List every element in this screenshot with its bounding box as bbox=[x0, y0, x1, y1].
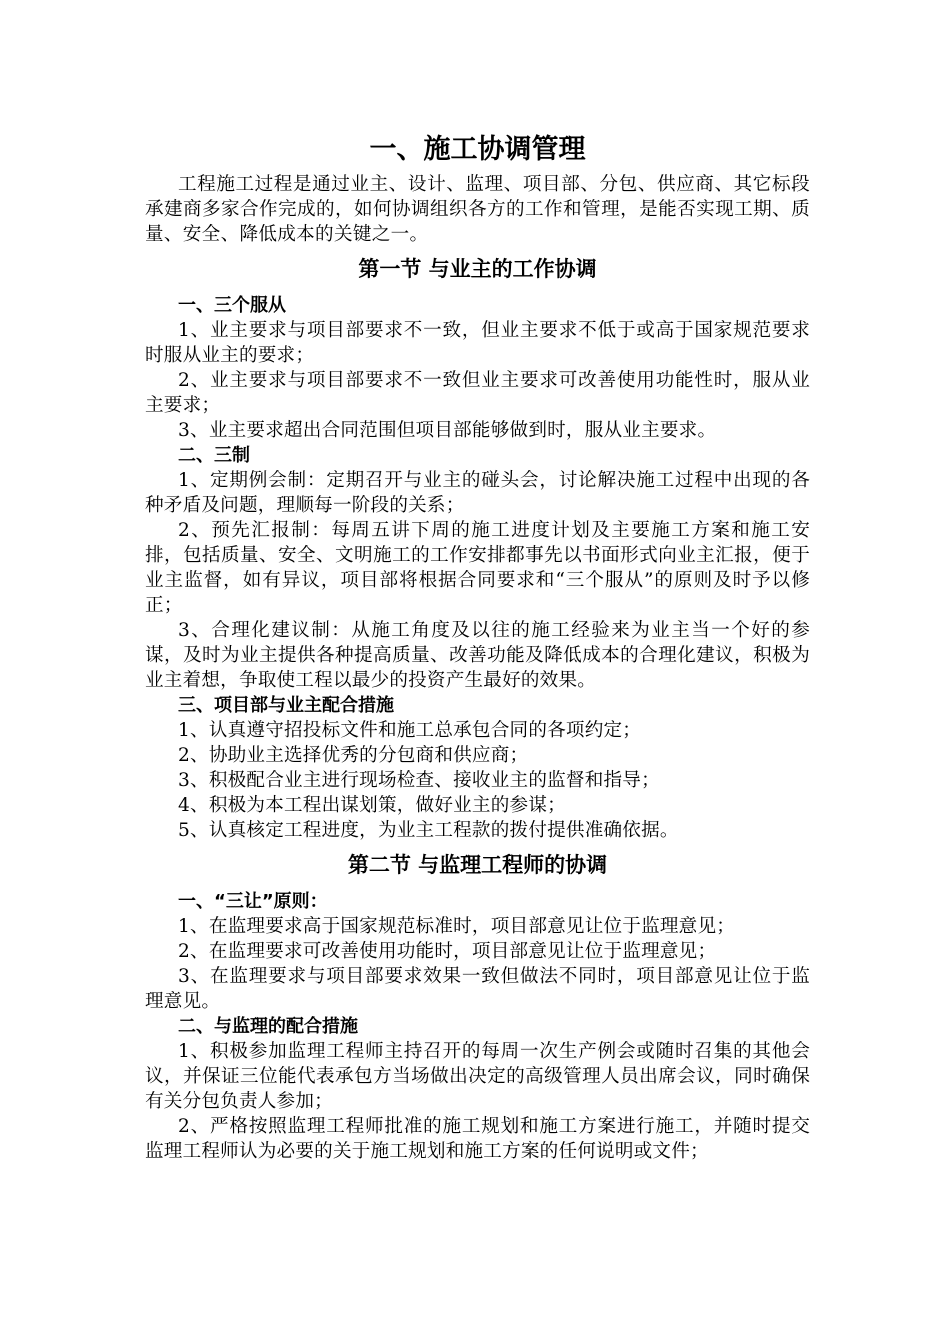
list-item: 1、认真遵守招投标文件和施工总承包合同的各项约定； bbox=[178, 720, 642, 741]
section1-heading: 第一节 与业主的工作协调 bbox=[358, 257, 597, 281]
list-item: 1、业主要求与项目部要求不一致，但业主要求不低于或高于国家规范要求时服从业主的要求； bbox=[145, 320, 810, 366]
list-item: 1、在监理要求高于国家规范标准时，项目部意见让位于监理意见； bbox=[178, 916, 736, 937]
s1-sub3-heading: 三、项目部与业主配合措施 bbox=[178, 695, 394, 716]
list-item: 3、合理化建议制：从施工角度及以往的施工经验来为业主当一个好的参谋，及时为业主提供各种提高质量、改善功能及降低成本的合理化建议，积极为业主着想，争取使工程以最少的投资产生最好的效果。 bbox=[145, 620, 810, 691]
list-item: 2、在监理要求可改善使用功能时，项目部意见让位于监理意见； bbox=[178, 941, 717, 962]
list-item: 3、在监理要求与项目部要求效果一致但做法不同时，项目部意见让位于监理意见。 bbox=[145, 966, 810, 1012]
list-item: 2、协助业主选择优秀的分包商和供应商； bbox=[178, 745, 529, 766]
s1-sub1-heading: 一、三个服从 bbox=[178, 295, 286, 316]
list-item: 2、业主要求与项目部要求不一致但业主要求可改善使用功能性时，服从业主要求； bbox=[145, 370, 810, 416]
list-item: 5、认真核定工程进度，为业主工程款的拨付提供准确依据。 bbox=[178, 820, 679, 841]
intro-block bbox=[145, 172, 810, 247]
section2-heading: 第二节 与监理工程师的协调 bbox=[347, 853, 608, 877]
s1-sub2-heading: 二、三制 bbox=[178, 445, 250, 466]
list-item: 4、积极为本工程出谋划策，做好业主的参谋； bbox=[178, 795, 566, 816]
list-item: 1、积极参加监理工程师主持召开的每周一次生产例会或随时召集的其他会议，并保证三位能代表承包方当场做出决定的高级管理人员出席会议，同时确保有关分包负责人参加； bbox=[145, 1041, 810, 1112]
document-title: 一、施工协调管理 bbox=[369, 134, 586, 165]
s2-sub2-heading: 二、与监理的配合措施 bbox=[178, 1016, 358, 1037]
s2-sub1-heading: 一、“三让”原则： bbox=[178, 891, 328, 912]
list-item: 3、业主要求超出合同范围但项目部能够做到时，服从业主要求。 bbox=[178, 420, 717, 441]
list-item: 1、定期例会制：定期召开与业主的碰头会，讨论解决施工过程中出现的各种矛盾及问题，理顺每一阶段的关系； bbox=[145, 470, 810, 516]
document-body bbox=[145, 130, 810, 1164]
list-item: 2、预先汇报制：每周五讲下周的施工进度计划及主要施工方案和施工安排，包括质量、安全、文明施工的工作安排都事先以书面形式向业主汇报，便于业主监督，如有异议，项目部将根据合同要求和“三个服从”的原则及时予以修正； bbox=[145, 520, 810, 616]
list-item: 2、严格按照监理工程师批准的施工规划和施工方案进行施工，并随时提交监理工程师认为必要的关于施工规划和施工方案的任何说明或文件； bbox=[145, 1116, 810, 1162]
intro-paragraph: 工程施工过程是通过业主、设计、监理、项目部、分包、供应商、其它标段承建商多家合作完成的，如何协调组织各方的工作和管理，是能否实现工期、质量、安全、降低成本的关键之一。 bbox=[145, 174, 810, 245]
list-item: 3、积极配合业主进行现场检查、接收业主的监督和指导； bbox=[178, 770, 660, 791]
